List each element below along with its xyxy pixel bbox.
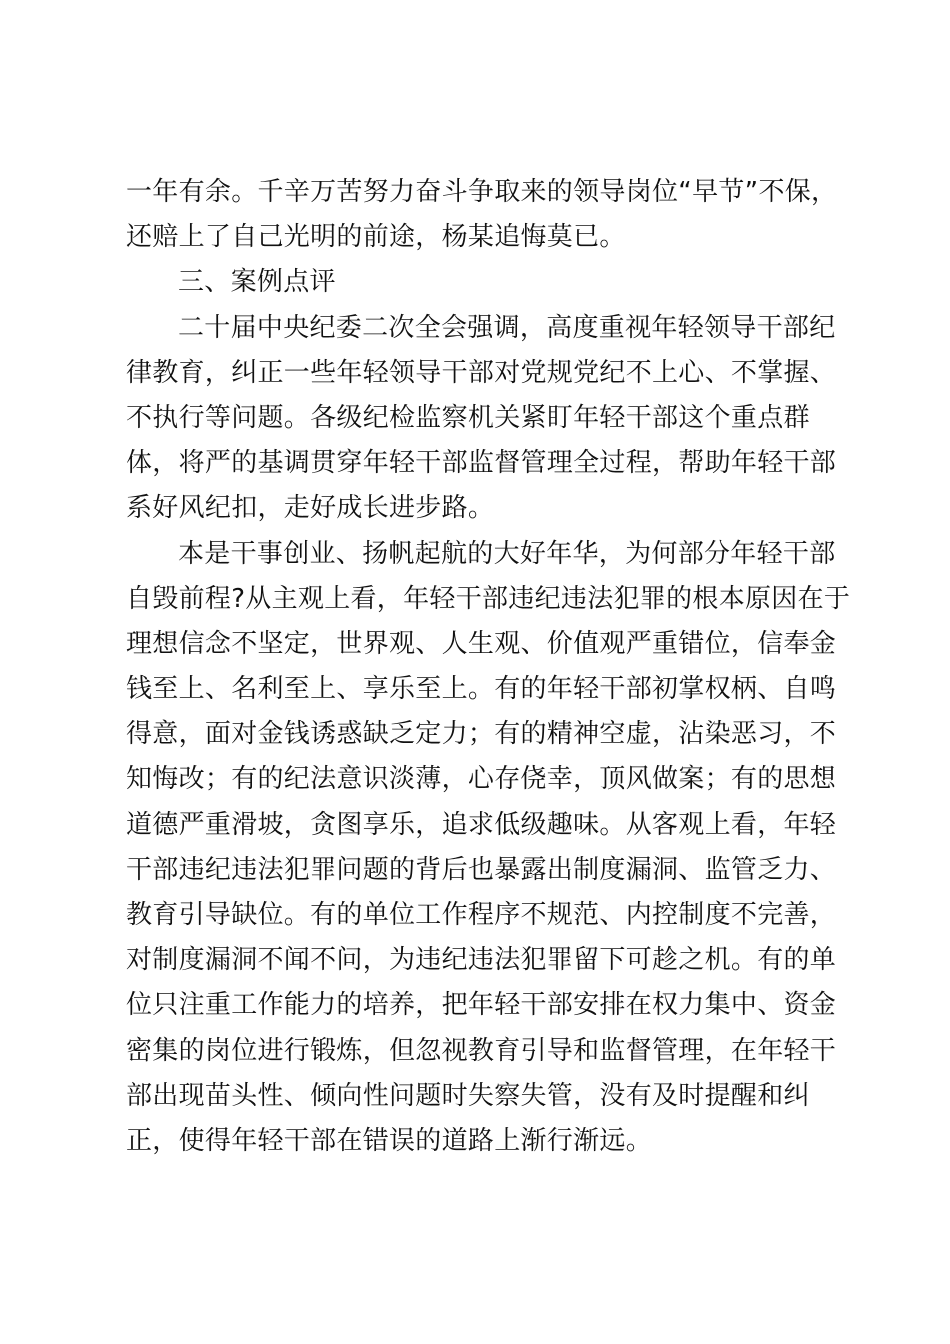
text-line: 律教育，纠正一些年轻领导干部对党规党纪不上心、不掌握、 (126, 357, 837, 388)
text-line: 自毁前程?从主观上看，年轻干部违纪违法犯罪的根本原因在于 (126, 583, 851, 614)
text-line: 对制度漏洞不闻不问，为违纪违法犯罪留下可趁之机。有的单 (126, 945, 837, 976)
text-line: 干部违纪违法犯罪问题的背后也暴露出制度漏洞、监管乏力、 (126, 854, 837, 885)
text-line: 理想信念不坚定，世界观、人生观、价值观严重错位，信奉金 (126, 628, 837, 659)
text-line: 不执行等问题。各级纪检监察机关紧盯年轻干部这个重点群 (126, 402, 810, 433)
text-line: 部出现苗头性、倾向性问题时失察失管，没有及时提醒和纠 (126, 1080, 810, 1111)
paragraph-start-line: 本是干事创业、扬帆起航的大好年华，为何部分年轻干部 (178, 538, 836, 569)
section-heading: 三、案例点评 (178, 267, 336, 298)
text-line: 一年有余。千辛万苦努力奋斗争取来的领导岗位“早节”不保， (126, 177, 838, 207)
paragraph-start-line: 二十届中央纪委二次全会强调，高度重视年轻领导干部纪 (178, 312, 836, 343)
document-body (126, 170, 851, 1164)
text-line: 得意，面对金钱诱惑缺乏定力；有的精神空虚，沾染恶习，不 (126, 719, 837, 750)
text-line: 系好风纪扣，走好成长进步路。 (126, 493, 495, 524)
text-line: 密集的岗位进行锻炼，但忽视教育引导和监督管理，在年轻干 (126, 1035, 837, 1066)
text-line: 道德严重滑坡，贪图享乐，追求低级趣味。从客观上看，年轻 (126, 809, 837, 840)
text-line: 正，使得年轻干部在错误的道路上渐行渐远。 (126, 1125, 653, 1156)
text-line: 教育引导缺位。有的单位工作程序不规范、内控制度不完善， (126, 900, 837, 930)
text-line: 知悔改；有的纪法意识淡薄，心存侥幸，顶风做案；有的思想 (126, 764, 837, 795)
text-line: 还赔上了自己光明的前途，杨某追悔莫已。 (126, 222, 626, 253)
text-line: 位只注重工作能力的培养，把年轻干部安排在权力集中、资金 (126, 990, 837, 1021)
text-line: 体，将严的基调贯穿年轻干部监督管理全过程，帮助年轻干部 (126, 448, 837, 479)
text-line: 钱至上、名利至上、享乐至上。有的年轻干部初掌权柄、自鸣 (126, 674, 837, 705)
